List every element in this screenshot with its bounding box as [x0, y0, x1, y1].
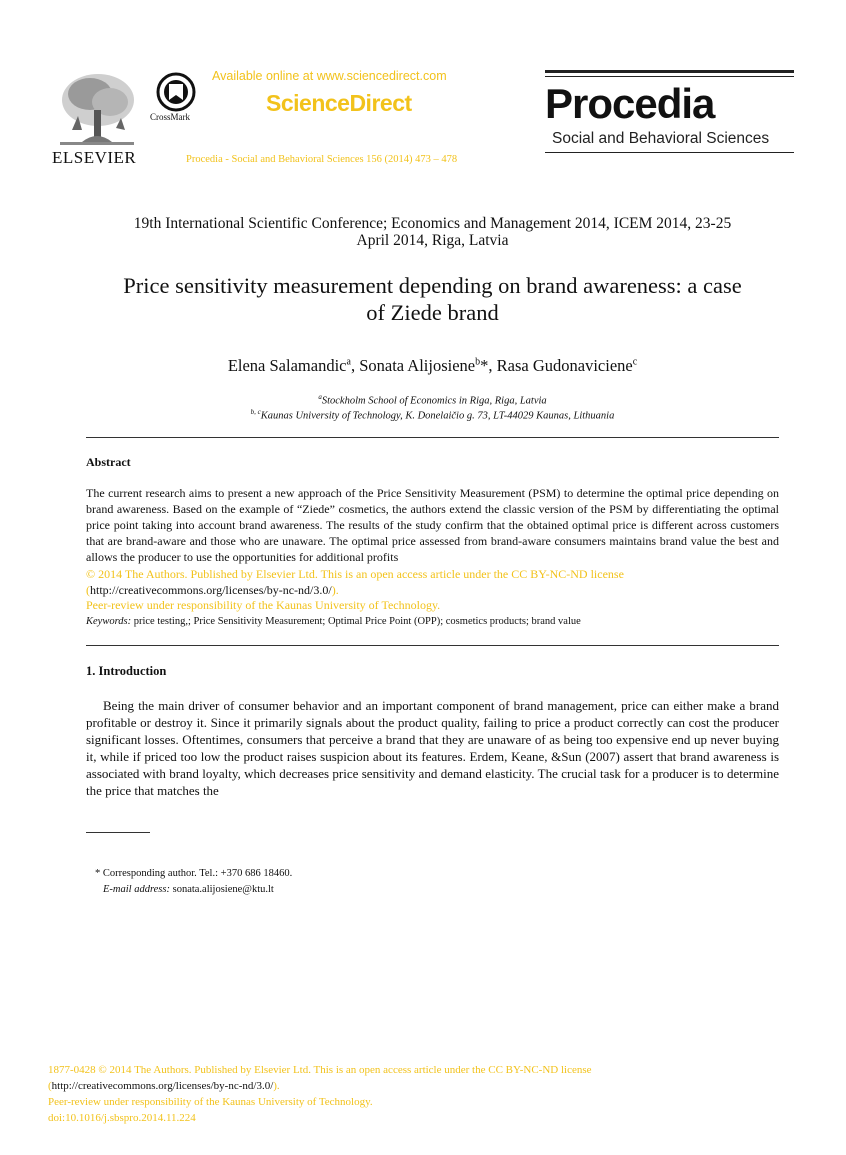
procedia-rule-bottom	[545, 152, 794, 153]
email-label: E-mail address:	[103, 884, 170, 895]
crossmark-label: CrossMark	[150, 112, 190, 122]
peer-review-line: Peer-review under responsibility of the Kaunas University of Technology.	[86, 598, 441, 612]
keywords-line	[86, 616, 581, 627]
footer-license-close: ).	[273, 1080, 280, 1092]
procedia-rule-top	[545, 70, 794, 73]
affiliation-2-text: Kaunas University of Technology, K. Donelaičio g. 73, LT-44029 Kaunas, Lithuania	[260, 410, 615, 422]
procedia-rule-thin	[545, 76, 794, 77]
conference-line-1: 19th International Scientific Conference; Economics and Management 2014, ICEM 2014, 23-25	[133, 215, 732, 232]
affiliation-2	[86, 408, 779, 422]
author-3-affiliation-mark: c	[632, 356, 638, 368]
affiliation-1-mark: a	[318, 393, 322, 401]
available-online-text[interactable]: Available online at www.sciencedirect.com	[212, 69, 447, 83]
journal-citation: Procedia - Social and Behavioral Sciences 156 (2014) 473 – 478	[186, 154, 458, 165]
affiliation-2-mark: b, c	[250, 408, 261, 416]
procedia-subtitle: Social and Behavioral Sciences	[552, 130, 770, 147]
paper-title	[86, 272, 779, 326]
license-link[interactable]: http://creativecommons.org/licenses/by-nc-nd/3.0/	[90, 583, 332, 597]
author-2: Sonata Alijosiene	[359, 356, 476, 375]
author-separator: ,	[488, 356, 497, 375]
footer-doi[interactable]: doi:10.1016/j.sbspro.2014.11.224	[48, 1112, 196, 1124]
footer-license-line	[48, 1080, 280, 1092]
license-open-paren: (	[86, 583, 90, 597]
email-address[interactable]: sonata.alijosiene@ktu.lt	[169, 884, 274, 895]
corresponding-mark: *	[480, 356, 489, 375]
abstract-bottom-rule	[86, 645, 779, 646]
footer-license-link[interactable]: http://creativecommons.org/licenses/by-nc-nd/3.0/	[51, 1080, 274, 1092]
elsevier-tree-logo	[52, 70, 140, 150]
introduction-body: Being the main driver of consumer behavior and an important component of brand management, price can either make a brand profitable or destroy it. Since it primarily signals about the product quality, failing to price a product correctly can cost the producer significant losses. Oftentimes, consumers that perceive a brand that they are unaware of as being too expensive end up never buying it, while if priced too low the product raises suspicion about its features. Erdem, Keane, &Sun (2007) assert that brand awareness is associated with brand loyalty, which decreases price sensitivity and demand elasticity. The crucial task for a producer is to determine the price that matches the	[86, 698, 779, 798]
footer-issn-line: 1877-0428 © 2014 The Authors. Published by Elsevier Ltd. This is an open access article under the CC BY-NC-ND license	[48, 1064, 592, 1076]
author-1: Elena Salamandic	[227, 356, 347, 375]
footer-license-open: (	[48, 1080, 52, 1092]
corresponding-author-note: * Corresponding author. Tel.: +370 686 18460.	[95, 868, 293, 879]
footnote-rule	[86, 832, 150, 833]
author-1-affiliation-mark: a	[346, 356, 351, 368]
author-2-affiliation-mark: b	[475, 356, 481, 368]
crossmark-icon[interactable]	[156, 72, 196, 112]
title-line-2: of Ziede brand	[366, 300, 499, 325]
footer-peer-review: Peer-review under responsibility of the Kaunas University of Technology.	[48, 1096, 373, 1108]
keywords-label: Keywords:	[86, 616, 132, 627]
author-separator: ,	[350, 356, 360, 375]
author-3: Rasa Gudonaviciene	[496, 356, 633, 375]
affiliation-1-text: Stockholm School of Economics in Riga, Riga, Latvia	[321, 395, 547, 407]
license-line	[86, 583, 339, 598]
procedia-logo: Procedia	[545, 80, 715, 127]
copyright-line: © 2014 The Authors. Published by Elsevier Ltd. This is an open access article under the CC BY-NC-ND license	[86, 567, 624, 581]
abstract-body: The current research aims to present a new approach of the Price Sensitivity Measurement (PSM) to determine the optimal price depending on brand awareness. Based on the example of “Ziede” cosmetics, the authors extend the classic version of the PSM by differentiating the optimal price point taking into account brand awareness. The results of the study confirm that the obtained optimal price is different across customers that are brand-aware and those who are unaware. The optimal price assessed from brand-aware consumers maintains brand value the best and allows the producer to use the opportunities for additional profits	[86, 486, 779, 564]
sciencedirect-logo[interactable]: ScienceDirect	[266, 90, 412, 116]
conference-line-2: April 2014, Riga, Latvia	[356, 232, 509, 249]
introduction-heading: 1. Introduction	[86, 664, 167, 678]
elsevier-wordmark: ELSEVIER	[52, 148, 137, 167]
keywords-text: price testing,; Price Sensitivity Measurement; Optimal Price Point (OPP); cosmetics products; brand value	[131, 616, 581, 627]
affiliation-1	[86, 393, 779, 407]
abstract-top-rule	[86, 437, 779, 438]
email-note	[103, 884, 274, 895]
author-list	[86, 356, 779, 376]
conference-info	[86, 215, 779, 249]
abstract-heading: Abstract	[86, 455, 131, 469]
license-close-paren: ).	[331, 583, 339, 597]
title-line-1: Price sensitivity measurement depending on brand awareness: a case	[123, 273, 742, 298]
